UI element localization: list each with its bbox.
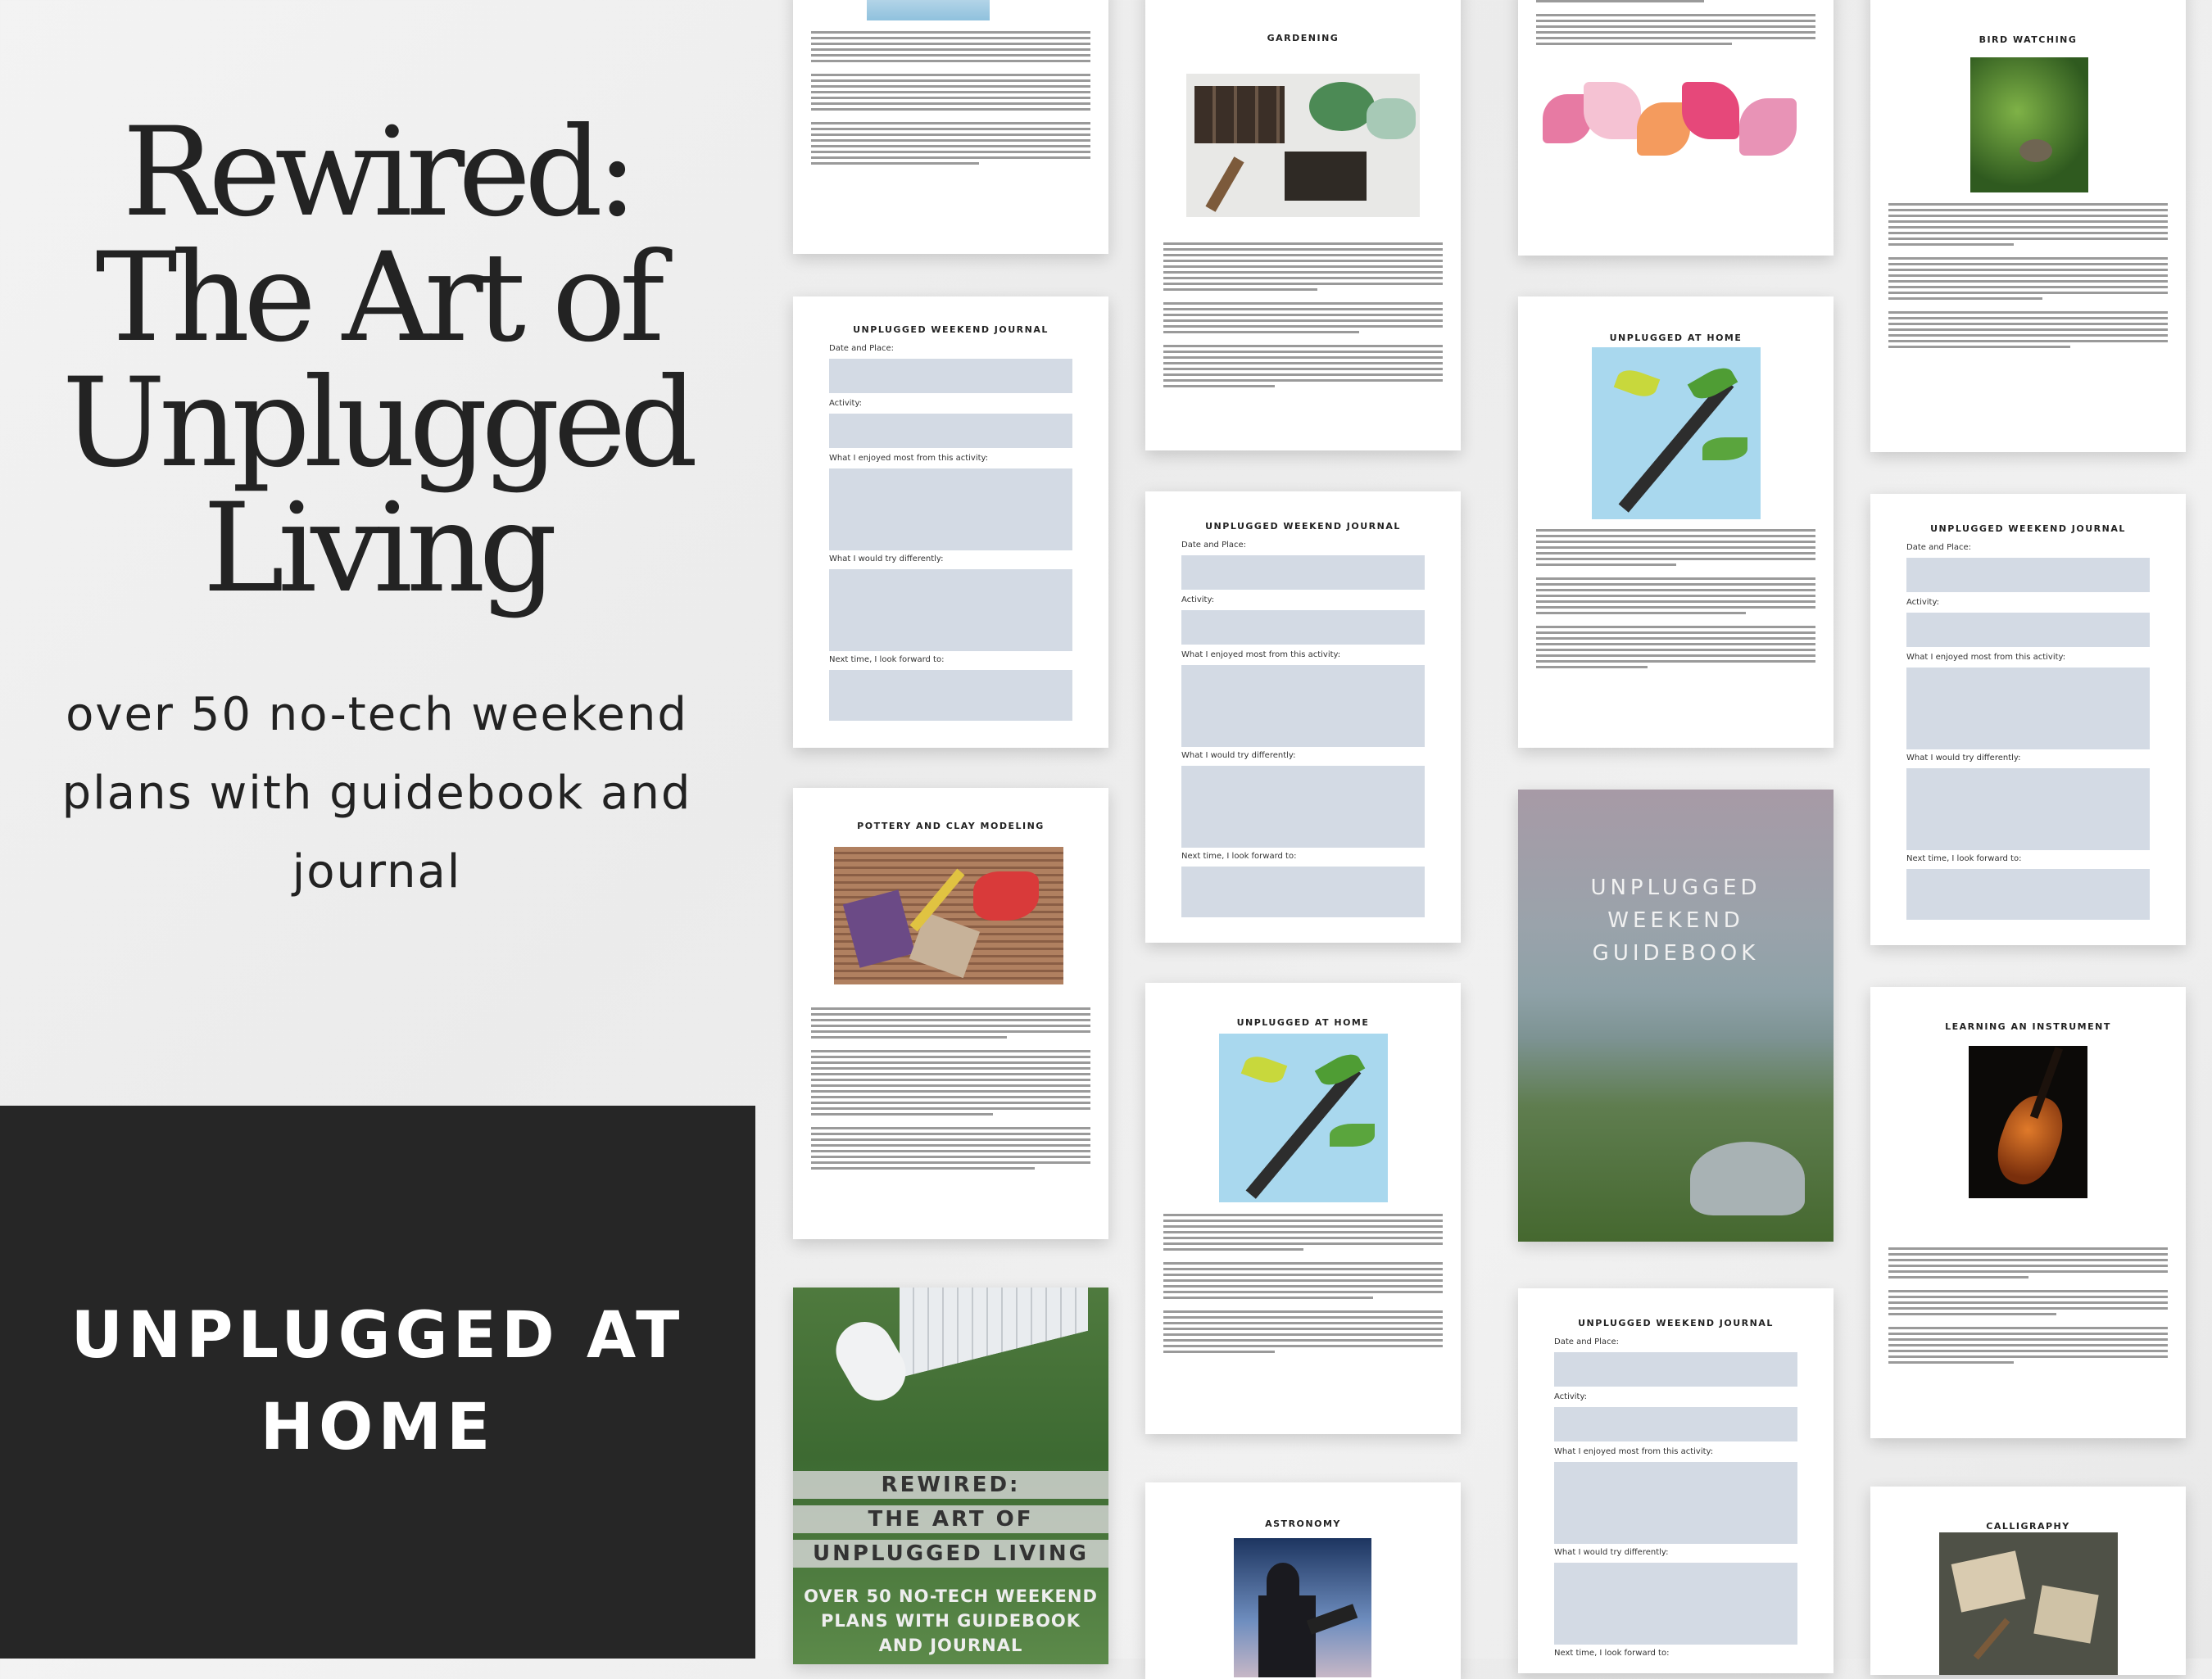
field-label: What I would try differently:: [1906, 754, 2021, 763]
title-line: Living: [202, 477, 551, 620]
cover-subtitle-line: OVER 50 NO-TECH WEEKEND: [804, 1586, 1098, 1606]
field-box: [1181, 867, 1425, 917]
field-label: Activity:: [829, 399, 863, 408]
field-box: [1906, 768, 2150, 850]
page-heading: UNPLUGGED AT HOME: [1236, 1017, 1370, 1028]
page-heading: UNPLUGGED WEEKEND JOURNAL: [853, 324, 1049, 335]
violin-photo: [1969, 1046, 2087, 1198]
page-preview-calligraphy: [1870, 1487, 2186, 1675]
field-label: Date and Place:: [1906, 543, 1972, 552]
guidebook-title-line: GUIDEBOOK: [1592, 941, 1760, 966]
page-preview-journal: [793, 296, 1108, 748]
page-heading: POTTERY AND CLAY MODELING: [857, 821, 1045, 831]
field-label: What I enjoyed most from this activity:: [1554, 1447, 1714, 1456]
field-label: What I enjoyed most from this activity:: [1906, 653, 2066, 662]
field-label: What I enjoyed most from this activity:: [829, 454, 989, 463]
page-preview-book-cover: [793, 1288, 1108, 1664]
calligraphy-photo: [1939, 1532, 2118, 1675]
body-text-block: [1536, 529, 1815, 672]
page-preview-origami: [1518, 0, 1834, 256]
subtitle-line: plans with guidebook and: [61, 767, 692, 820]
page-heading: ASTRONOMY: [1265, 1518, 1341, 1529]
plug-plant-photo: [1592, 347, 1761, 519]
product-subtitle: [33, 676, 721, 912]
field-box: [829, 569, 1072, 651]
paper-flowers-photo: [1543, 74, 1809, 172]
cover-title-band: UNPLUGGED LIVING: [793, 1540, 1108, 1568]
cover-title-band: REWIRED:: [793, 1471, 1108, 1499]
page-preview-at-home: [1518, 296, 1834, 748]
field-box: [829, 414, 1072, 448]
field-label: Next time, I look forward to:: [1906, 854, 2022, 863]
page-preview-instrument: [1870, 987, 2186, 1438]
field-label: What I would try differently:: [1554, 1548, 1669, 1557]
page-heading: UNPLUGGED WEEKEND JOURNAL: [1930, 523, 2126, 534]
page-preview-bird-watching: [1870, 0, 2186, 452]
gardening-photo: [1186, 74, 1420, 217]
field-box: [1554, 1352, 1797, 1387]
bird-photo: [1970, 57, 2088, 192]
page-preview-astronomy: [1145, 1482, 1461, 1679]
page-preview-guidebook-cover: [1518, 790, 1834, 1242]
field-label: What I enjoyed most from this activity:: [1181, 650, 1341, 659]
field-box: [1181, 766, 1425, 848]
title-line: The Art of: [95, 227, 659, 369]
field-box: [829, 468, 1072, 550]
page-preview-journal: [1145, 491, 1461, 943]
page-heading: UNPLUGGED AT HOME: [1609, 333, 1743, 343]
product-title: [33, 102, 721, 620]
guidebook-cover-title: [1518, 871, 1834, 970]
pottery-tools-photo: [834, 847, 1063, 984]
field-box: [829, 359, 1072, 393]
field-label: Next time, I look forward to:: [1181, 852, 1297, 861]
field-box: [1554, 1462, 1797, 1544]
field-label: Date and Place:: [1554, 1337, 1620, 1346]
body-text-block: [1888, 203, 2168, 351]
field-box: [1181, 665, 1425, 747]
page-preview-pottery: [793, 788, 1108, 1239]
field-box: [1181, 555, 1425, 590]
category-line: HOME: [260, 1391, 496, 1464]
body-text-block: [811, 1007, 1090, 1173]
cover-subtitle: [793, 1584, 1108, 1658]
plug-plant-photo: [1219, 1034, 1388, 1202]
field-label: Date and Place:: [829, 344, 895, 353]
field-box: [1906, 613, 2150, 647]
field-label: Activity:: [1181, 595, 1215, 604]
page-preview-at-home: [1145, 983, 1461, 1434]
page-photo: [867, 0, 990, 20]
page-preview-gardening: [1145, 0, 1461, 450]
category-line: UNPLUGGED AT: [70, 1299, 685, 1373]
cover-subtitle-line: AND JOURNAL: [878, 1636, 1023, 1655]
field-box: [1181, 610, 1425, 645]
cover-title-band: THE ART OF: [793, 1505, 1108, 1533]
field-label: Next time, I look forward to:: [1554, 1649, 1670, 1658]
body-text-block: [1163, 1214, 1443, 1356]
page-preview-journal: [1870, 494, 2186, 945]
cover-subtitle-line: PLANS WITH GUIDEBOOK: [820, 1611, 1081, 1631]
field-box: [1906, 869, 2150, 920]
subtitle-line: over 50 no-tech weekend: [66, 688, 688, 741]
field-box: [829, 670, 1072, 721]
subtitle-line: journal: [292, 845, 462, 898]
title-line: Unplugged: [61, 352, 692, 495]
field-label: Date and Place:: [1181, 541, 1247, 550]
page-heading: UNPLUGGED WEEKEND JOURNAL: [1578, 1318, 1774, 1328]
page-preview-journal: [1518, 1288, 1834, 1673]
page-heading: CALLIGRAPHY: [1986, 1521, 2070, 1532]
field-box: [1906, 558, 2150, 592]
guidebook-title-line: UNPLUGGED: [1590, 876, 1761, 900]
title-line: Rewired:: [122, 102, 632, 244]
astronomy-photo: [1234, 1538, 1371, 1677]
category-banner: [0, 1106, 755, 1659]
body-text-block: [811, 31, 1090, 168]
body-text-block: [1536, 0, 1815, 48]
page-heading: LEARNING AN INSTRUMENT: [1945, 1021, 2111, 1032]
guidebook-title-line: WEEKEND: [1607, 908, 1744, 933]
page-preview-intro-text: [793, 0, 1108, 254]
field-label: Activity:: [1906, 598, 1940, 607]
body-text-block: [1888, 1247, 2168, 1367]
page-heading: BIRD WATCHING: [1979, 34, 2078, 45]
body-text-block: [1163, 242, 1443, 391]
page-heading: GARDENING: [1267, 33, 1339, 43]
page-heading: UNPLUGGED WEEKEND JOURNAL: [1205, 521, 1401, 532]
field-label: Next time, I look forward to:: [829, 655, 945, 664]
field-label: What I would try differently:: [829, 554, 944, 563]
field-box: [1906, 668, 2150, 749]
field-label: Activity:: [1554, 1392, 1588, 1401]
field-box: [1554, 1407, 1797, 1441]
field-box: [1554, 1563, 1797, 1645]
keyboard-image: [900, 1288, 1088, 1378]
category-label: [0, 1290, 755, 1473]
backpack-image: [1690, 1142, 1805, 1215]
field-label: What I would try differently:: [1181, 751, 1296, 760]
